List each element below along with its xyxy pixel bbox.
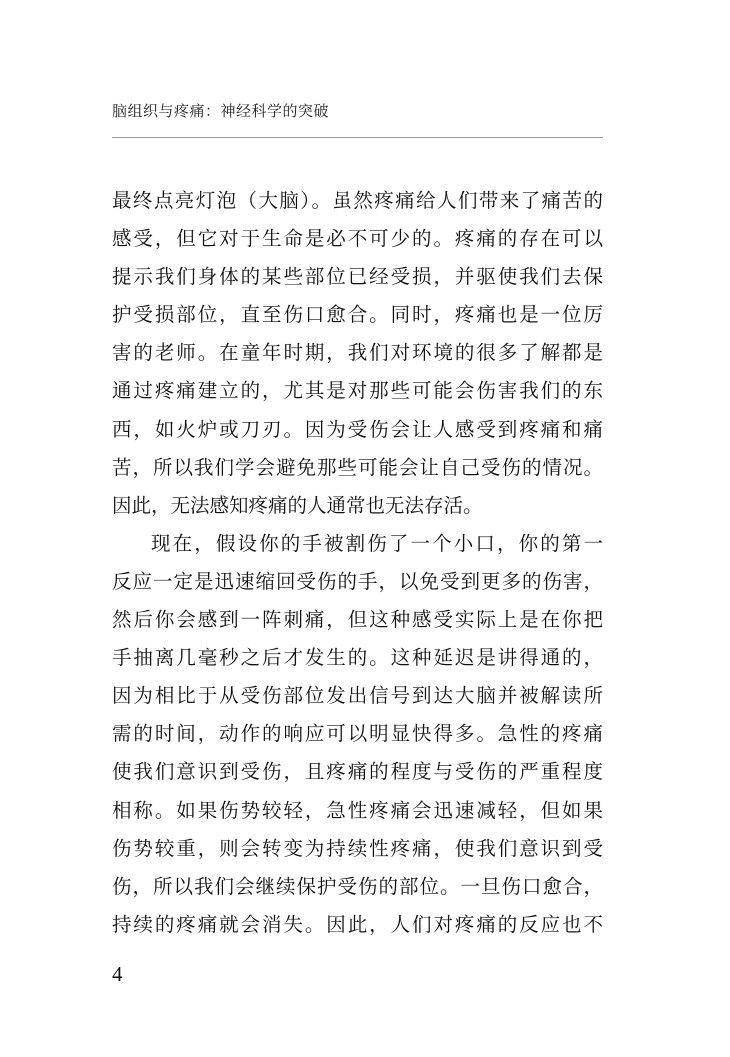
text-line: 然后你会感到一阵刺痛，但这种感受实际上是在你把 xyxy=(112,608,603,632)
text-line: 使我们意识到受伤，且疼痛的程度与受伤的严重程度 xyxy=(112,760,603,784)
paragraph-2 xyxy=(112,525,603,944)
text-line: 西，如火炉或刀刃。因为受伤会让人感受到疼痛和痛 xyxy=(112,417,603,441)
text-line: 护受损部位，直至伤口愈合。同时，疼痛也是一位厉 xyxy=(112,303,603,327)
text-line: 反应一定是迅速缩回受伤的手，以免受到更多的伤害， xyxy=(112,569,603,593)
body-text xyxy=(112,182,603,944)
header-divider xyxy=(112,137,603,138)
running-head-title: 脑组织与疼痛：神经科学的突破 xyxy=(112,102,330,120)
text-line: 感受，但它对于生命是必不可少的。疼痛的存在可以 xyxy=(112,227,603,251)
text-line: 因此，无法感知疼痛的人通常也无法存活。 xyxy=(112,493,483,517)
paragraph-1 xyxy=(112,182,603,525)
page-number: 4 xyxy=(112,962,123,986)
text-line: 通过疼痛建立的，尤其是对那些可能会伤害我们的东 xyxy=(112,379,603,403)
text-line: 提示我们身体的某些部位已经受损，并驱使我们去保 xyxy=(112,265,603,289)
text-line: 伤，所以我们会继续保护受伤的部位。一旦伤口愈合， xyxy=(112,874,603,898)
text-line: 持续的疼痛就会消失。因此，人们对疼痛的反应也不 xyxy=(112,912,603,936)
text-line: 害的老师。在童年时期，我们对环境的很多了解都是 xyxy=(112,341,603,365)
text-line: 现在，假设你的手被割伤了一个小口，你的第一 xyxy=(151,531,603,555)
text-line: 伤势较重，则会转变为持续性疼痛，使我们意识到受 xyxy=(112,836,603,860)
text-line: 最终点亮灯泡（大脑）。虽然疼痛给人们带来了痛苦的 xyxy=(112,189,603,212)
text-line: 苦，所以我们学会避免那些可能会让自己受伤的情况。 xyxy=(112,455,603,479)
text-line: 因为相比于从受伤部位发出信号到达大脑并被解读所 xyxy=(112,684,603,708)
text-line: 相称。如果伤势较轻，急性疼痛会迅速减轻，但如果 xyxy=(112,798,603,822)
text-line: 需的时间，动作的响应可以明显快得多。急性的疼痛 xyxy=(112,722,603,746)
text-line: 手抽离几毫秒之后才发生的。这种延迟是讲得通的， xyxy=(112,646,603,670)
